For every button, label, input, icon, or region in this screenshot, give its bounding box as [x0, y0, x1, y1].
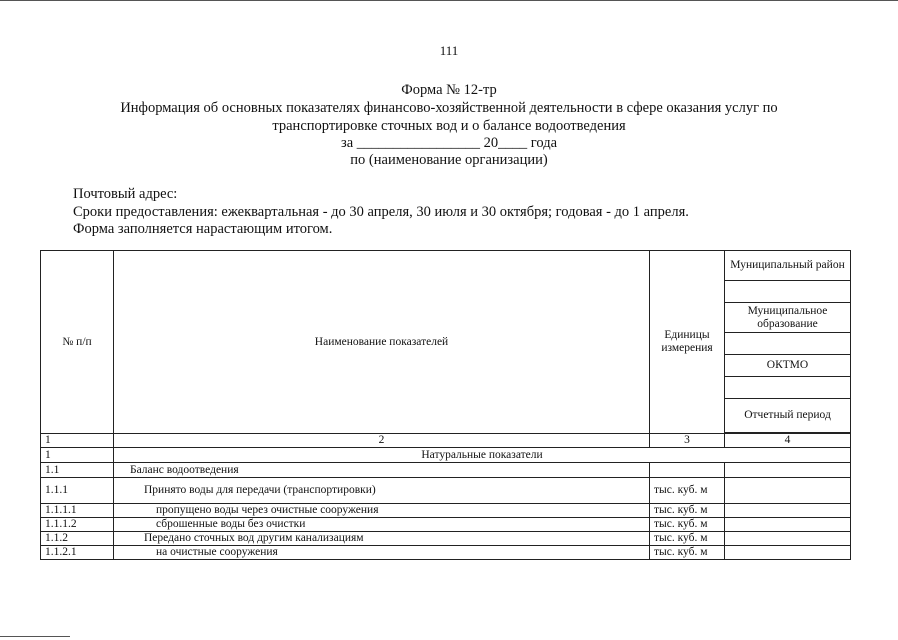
row-name: сброшенные воды без очистки [114, 518, 650, 532]
indicators-table [40, 250, 851, 560]
col-number-4: 4 [725, 434, 851, 448]
row-unit: тыс. куб. м [650, 546, 725, 560]
row-name: Принято воды для передачи (транспортировки) [114, 478, 650, 504]
form-title: Форма № 12-тр [401, 82, 497, 98]
header-unit: Единицы измерения [650, 251, 725, 434]
row-value[interactable] [725, 532, 851, 546]
postal-address: Почтовый адрес: [73, 186, 178, 202]
row-num: 1.1.1 [41, 478, 114, 504]
title-line-2: транспортировке сточных вод и о балансе водоотведения [272, 118, 626, 134]
municipal-entity-value[interactable] [725, 333, 851, 355]
row-num: 1.1.2 [41, 532, 114, 546]
row-name: Передано сточных вод другим канализациям [114, 532, 650, 546]
page-number: 111 [439, 43, 459, 58]
row-num: 1.1.1.1 [41, 504, 114, 518]
row-value[interactable] [725, 546, 851, 560]
row-value[interactable] [725, 463, 851, 478]
column-number-row [41, 434, 851, 448]
header-municipal-district: Муниципальный район [725, 251, 851, 281]
row-num: 1.1 [41, 463, 114, 478]
table-row [41, 546, 851, 560]
row-value[interactable] [725, 478, 851, 504]
row-value[interactable] [725, 518, 851, 532]
header-name: Наименование показателей [114, 251, 650, 434]
row-name: Баланс водоотведения [114, 463, 650, 478]
section-num: 1 [41, 448, 114, 463]
header-municipal-entity: Муниципальное образование [725, 303, 851, 333]
table-row [41, 463, 851, 478]
period-line: за _________________ 20____ года [340, 135, 558, 151]
table-row [41, 532, 851, 546]
col-number-3: 3 [650, 434, 725, 448]
title-line-1: Информация об основных показателях финансово-хозяйственной деятельности в сфере оказания услуг по [120, 100, 778, 116]
cumulative-note: Форма заполняется нарастающим итогом. [73, 221, 333, 237]
section-row [41, 448, 851, 463]
scan-edge-top [0, 0, 898, 1]
organization-line: по (наименование организации) [350, 152, 548, 168]
table-row [41, 478, 851, 504]
row-name: на очистные сооружения [114, 546, 650, 560]
table-row [41, 518, 851, 532]
row-unit: тыс. куб. м [650, 518, 725, 532]
header-num: № п/п [41, 251, 114, 434]
header-period: Отчетный период [725, 399, 851, 433]
col-number-1: 1 [41, 434, 114, 448]
row-num: 1.1.1.2 [41, 518, 114, 532]
row-name: пропущено воды через очистные сооружения [114, 504, 650, 518]
row-value[interactable] [725, 504, 851, 518]
col-number-2: 2 [114, 434, 650, 448]
row-unit: тыс. куб. м [650, 478, 725, 504]
scan-edge-bottom [0, 636, 70, 637]
row-unit: тыс. куб. м [650, 532, 725, 546]
municipal-district-value[interactable] [725, 281, 851, 303]
header-oktmo: ОКТМО [725, 355, 851, 377]
row-unit: тыс. куб. м [650, 504, 725, 518]
row-num: 1.1.2.1 [41, 546, 114, 560]
section-label: Натуральные показатели [114, 448, 851, 463]
submission-deadlines: Сроки предоставления: ежеквартальная - до 30 апреля, 30 июля и 30 октября; годовая - до 1 апреля. [73, 204, 689, 220]
row-unit [650, 463, 725, 478]
table-row [41, 504, 851, 518]
oktmo-value[interactable] [725, 377, 851, 399]
